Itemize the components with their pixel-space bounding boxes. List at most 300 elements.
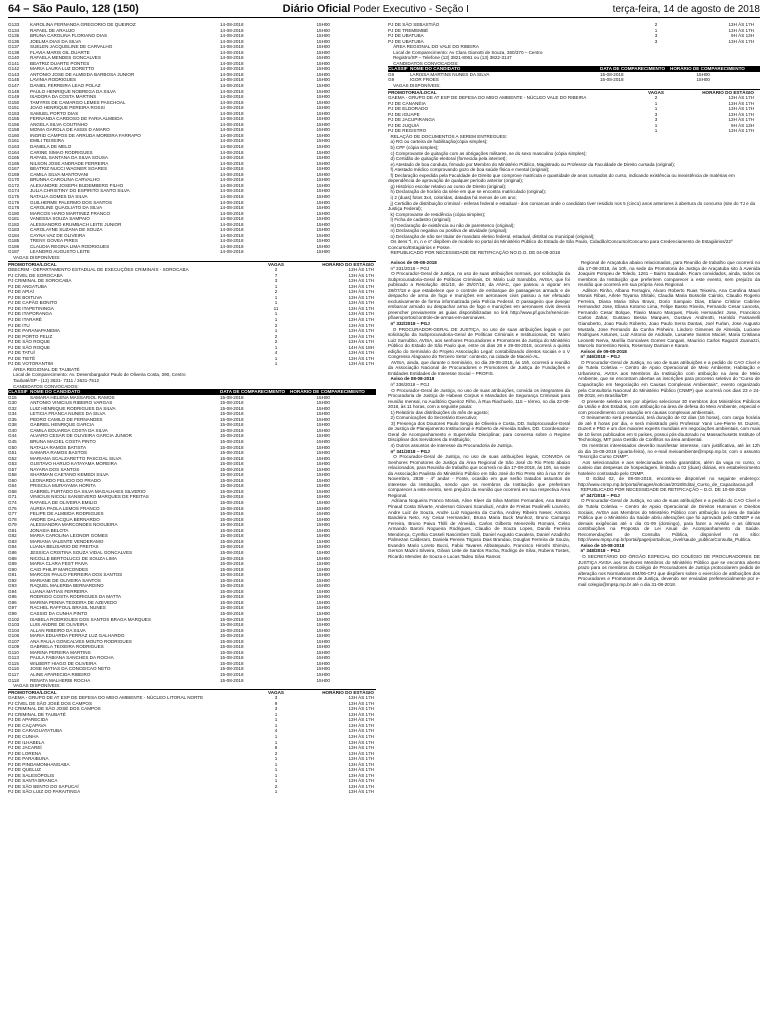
region-info-line: Registro/SP – Telefone (13) 3821-8061 ou (13) 3822-3147 (388, 55, 512, 61)
time-cell: 15H00 (316, 610, 330, 616)
location-cell: PJ DE JACAREÍ (8, 745, 42, 751)
schedule-cell: 13H ÀS 17H (348, 783, 374, 789)
document-item: m) Declaração de existência ou não de parentesco (original); (388, 222, 515, 228)
aviso-paragraph: AVISA, ainda, que durante o Seminário, no dia 29-08-2018, às 15h, ocorrerá a reunião da Associação Nacional de Procuradores e Promotores de Justiça de Fundações e Entidades Entidades de Interesse Social – PROFIS. (388, 359, 570, 376)
date-cell: 14-08-2018 (220, 249, 244, 255)
schedule-cell: 13H ÀS 17H (728, 27, 754, 33)
time-cell: 15H00 (696, 77, 710, 83)
time-cell: 15H00 (316, 472, 330, 478)
time-cell: HORÁRIO DE COMPARECIMENTO (290, 389, 365, 395)
aviso-paragraph: Avisos de 09-08-2018 (578, 348, 627, 354)
aviso-paragraph: O PROCURADOR-GERAL DE JUSTIÇA, no uso de suas atribuições legais e por solicitação da Subprocuradoria-Geral de Políticas Criminais e Institucionais, Dr. Mário Luiz Sarrubbo, AVISA, aos senhores Procuradores e Promotores de Justiça do Ministério Público do Estado de São Paulo que, entre os dias 28 e 29-08-2018, ocorrerá a quinta edição do Seminário do Projeto Associação Legal: contabilizando direitos sociais e o V Congresso Alagoano do Terceiro Setor: contexto, na cidade de Maceió-AL. (388, 326, 570, 360)
time-cell: 15H00 (316, 422, 330, 428)
candidate-name-cell: CAIO PHILIP MARCONDES (30, 566, 89, 572)
time-cell: 15H00 (316, 171, 330, 177)
classif-cell: G164 (8, 149, 20, 155)
date-cell: 15-08-2018 (220, 610, 244, 616)
schedule-cell: 13H ÀS 17H (348, 734, 374, 739)
aviso-paragraph: nº 332/2018 – PGJ (388, 320, 430, 326)
date-cell: 15-08-2018 (600, 71, 624, 77)
time-cell: 15H00 (316, 561, 330, 567)
classif-cell: G149 (8, 94, 20, 100)
vacancies-cell: 2 (654, 22, 658, 27)
candidate-name-cell: GUILHERME PALERMO DOS SANTOS (30, 199, 113, 205)
classif-cell: G9 (388, 77, 395, 83)
candidate-name-cell: ANTONIO VINICIUS RIBEIRO VARGAS (30, 400, 113, 406)
date-cell: 15-08-2018 (220, 555, 244, 561)
vacancies-cell: 2 (274, 322, 278, 328)
aviso-paragraph: Aos selecionados e aos selecionadas serão garantidos, além da vaga no curso, o custeio das despesas de hospedagem, limitada a 02 (duas) diárias, em estabelecimento hoteleiro contratado pelo CNMP. (578, 459, 760, 476)
schedule-cell: 13H ÀS 17H (348, 695, 374, 701)
time-cell: 15H00 (316, 210, 330, 216)
classif-cell: G45 (8, 439, 17, 445)
schedule-cell: 9H ÀS 13H (731, 33, 754, 39)
candidate-name-cell: SAMUEL PORTO DIAS (30, 110, 79, 116)
document-item: a) RG ou carteira de habilitação(cópia simples); (388, 139, 488, 145)
date-cell: DATA DE COMPARECIMENTO (220, 389, 286, 395)
time-cell: 15H00 (316, 444, 330, 450)
date-cell: 15-08-2018 (220, 505, 244, 511)
schedule-cell: 13H ÀS 17H (348, 700, 374, 706)
location-cell: PJ DE BOITUVA (8, 294, 43, 300)
date-cell: 15-08-2018 (220, 544, 244, 550)
candidate-name-cell: TAMYRIS DE CAMARGO LEMES PASCHOAL (30, 99, 126, 105)
candidate-name-cell: PAULO HENRIQUE NOBREGA DA SILVA (30, 88, 116, 94)
date-cell: 14-08-2018 (220, 221, 244, 227)
vagas-label: VAGAS DISPONÍVEIS: (8, 683, 61, 689)
candidate-name-cell: RAFAELA MENDES GONCALVES (30, 55, 101, 61)
date-cell: 14-08-2018 (220, 155, 244, 161)
date-cell: 14-08-2018 (220, 33, 244, 39)
location-cell: PJ DE ITU (8, 322, 30, 328)
candidate-name-cell: SUELEN JACQUELINE DE CARVALHO (30, 44, 113, 50)
document-item: l) Ficha de cadastro (original); (388, 217, 452, 223)
vagas-label: VAGAS DISPONÍVEIS: (388, 83, 441, 89)
right-column (388, 22, 760, 1020)
date-cell: 15-08-2018 (220, 400, 244, 406)
location-cell: PJ CÍVEL DE SOROCABA (8, 272, 63, 278)
aviso-paragraph: O treinamento será presencial, terá duração de 02 dias (16 horas), com carga horária de até 8 horas por dia, e será ministrado pelo Professor Yann Lee-Pierre M. Duzert, Duzert e PhD e um dos maiores experts mundiais em negociações ambientais, com mais de 10 livros publicados em 5 países, possui pós-doutorado no Massachusetts Institute of Technology, MIT para Gestão de Conflitos na área ambiental. (578, 415, 760, 443)
time-cell: 15H00 (316, 243, 330, 249)
date-cell: 15-08-2018 (220, 500, 244, 506)
candidate-name-cell: JULIA CHRISTINY DO ESPIRITO SANTO SILVA (30, 188, 130, 194)
location-cell: PJ DE SÃO ROQUE (8, 339, 51, 345)
schedule-cell: 13H ÀS 17H (728, 106, 754, 112)
classif-cell: G106 (8, 633, 20, 639)
classif-cell: G86 (8, 549, 17, 555)
schedule-cell: 13H ÀS 17H (348, 300, 374, 306)
candidate-name-cell: CAYNA VAZ DE OLIVEIRA (30, 232, 86, 238)
date-cell: 14-08-2018 (220, 110, 244, 116)
time-cell: 15H00 (316, 199, 330, 205)
location-cell: PJ DE JACUPIRANGA (388, 117, 435, 123)
time-cell: 15H00 (316, 88, 330, 94)
classif-cell: G88 (8, 555, 17, 561)
time-cell: 15H00 (316, 450, 330, 456)
vacancies-cell: 2 (274, 267, 278, 273)
candidate-row (8, 678, 376, 684)
publication-date: terça-feira, 14 de agosto de 2018 (612, 4, 760, 15)
date-cell: 14-08-2018 (220, 55, 244, 61)
vacancies-cell: 9 (274, 700, 278, 706)
candidate-name-cell: BEATRIZ NUCCI WAGNER SOARES (30, 166, 108, 172)
vacancies-cell: 2 (274, 339, 278, 345)
classif-cell: G103 (8, 622, 20, 628)
classif-cell: G136 (8, 38, 20, 44)
time-cell: 15H00 (316, 83, 330, 89)
document-item: f) Atestado médico comprovando gozo de boa saúde física e mental (original); (388, 167, 550, 173)
classif-cell: G95 (8, 594, 17, 600)
location-cell: PJ DE TATUÍ (8, 350, 35, 356)
candidate-name-cell: RAFAEL SANTANA DA SILVA SOUSA (30, 155, 108, 161)
region-info-line: ÁREA REGIONAL DE TAUBATÉ (8, 366, 80, 372)
vacancies-cell: 11 (273, 305, 279, 311)
candidate-name-cell: ALINE APARECIDA RIBEIRO (30, 671, 91, 677)
candidate-name-cell: NATALIA GOMES DA SILVA (30, 193, 88, 199)
location-cell: PROMOTORIA/LOCAL (8, 689, 57, 695)
aviso-paragraph: 3) Presença dos Doutores Paulo Sergio de Oliveira e Costa, DD. Subprocurador-Geral de Justiça de Planejamento Institucional e Roberto de Almeida Salles, DD. Coordenador-Geral de Acompanhamento e Supervisão Disciplinar, para conversa sobre o Regime Disciplinar dos Servidores da Instituição; (388, 420, 570, 443)
time-cell: 15H00 (316, 583, 330, 589)
date-cell: 15-08-2018 (220, 416, 244, 422)
schedule-cell: 13H ÀS 17H (348, 767, 374, 773)
classif-cell: G44 (8, 433, 17, 439)
date-cell: 14-08-2018 (220, 38, 244, 44)
time-cell: 15H00 (316, 221, 330, 227)
vacancies-cell: 4 (274, 728, 278, 734)
location-cell: PJ DE PARANAPANEMA (8, 328, 60, 334)
classif-cell: G97 (8, 605, 17, 611)
vacancies-cell: 1 (274, 355, 278, 361)
date-cell: 15-08-2018 (220, 516, 244, 522)
classif-cell: G135 (8, 33, 20, 39)
date-cell: 15-08-2018 (220, 461, 244, 467)
document-item: b) CPF (cópia simples); (388, 145, 439, 151)
document-item: j) Certidão de distribuição criminal - esferas federal e estadual - dos comarcas onde o candidato tiver residido nos 5 (cinco) anos anteriores à abertura do concurso (site do TJ e da Justiça Federal); (388, 200, 756, 212)
avisos-columns (388, 260, 760, 587)
schedule-cell: 9H ÀS 13H (731, 122, 754, 128)
schedule-cell: 13H ÀS 17H (348, 789, 374, 795)
classif-cell: G51 (8, 450, 17, 456)
aviso-paragraph: nº 341/2018 – PGJ (388, 448, 430, 454)
candidate-name-cell: JOSE MATIAS DA CONCEICAO NETO (30, 666, 111, 672)
candidate-name-cell: BRUNNA CAROLINA CARVALHO (30, 177, 100, 183)
candidate-name-cell: LEANDRO AUGUSTO LEITE (30, 249, 90, 255)
date-cell: 15-08-2018 (220, 522, 244, 528)
document-item: REPUBLICADO POR NECESSIDADE DE RETIFICAÇÃO NO D.O. DE 04-08-2018 (388, 250, 561, 256)
date-cell: 15-08-2018 (220, 588, 244, 594)
classif-cell: G161 (8, 138, 20, 144)
time-cell: 15H00 (316, 594, 330, 600)
time-cell: 15H00 (316, 405, 330, 411)
date-cell: 15-08-2018 (220, 439, 244, 445)
date-cell: 14-08-2018 (220, 160, 244, 166)
time-cell: 15H00 (316, 666, 330, 672)
date-cell: 15-08-2018 (220, 488, 244, 494)
candidate-name-cell: CAROLAYNE SUZANA DE SOUZA (30, 227, 103, 233)
region-info-line: Local de Comparecimento: Av. Desembargador Paulo de Oliveira Costa, 390, Centro (8, 372, 186, 378)
vacancies-cell: 1 (274, 739, 278, 745)
schedule-cell: 13H ÀS 17H (348, 283, 374, 289)
candidate-name-cell: FELIPE DE ALMEIDA RODRIGUES (30, 511, 104, 517)
location-cell: GAEMA - GRUPO DE AT ESP DE DEFESA DO MEIO AMBIENTE - NÚCLEO VALE DO RIBEIRA (388, 95, 587, 101)
vacancies-cell: 1 (274, 767, 278, 773)
classif-cell: G156 (8, 121, 20, 127)
location-cell: PJ DE TREMEMBÉ (388, 27, 429, 33)
candidate-name-cell: LUANA MATIAS FERREIRA (30, 588, 88, 594)
time-cell: 15H00 (316, 644, 330, 650)
time-cell: 15H00 (316, 660, 330, 666)
time-cell: 15H00 (316, 633, 330, 639)
aviso-paragraph: Aviso de 08-08-2018 (388, 376, 435, 382)
vacancies-cell: 9 (274, 745, 278, 751)
vacancies-cell: 1 (274, 772, 278, 778)
time-cell: 15H00 (316, 121, 330, 127)
location-cell: PJ DE ELDORADO (388, 106, 429, 112)
date-cell: 14-08-2018 (220, 49, 244, 55)
date-cell: 14-08-2018 (220, 94, 244, 100)
date-cell: 14-08-2018 (220, 132, 244, 138)
date-cell: 15-08-2018 (220, 455, 244, 461)
location-cell: PJ CRIMINAL DE SÃO JOSÉ DOS CAMPOS (8, 706, 101, 712)
date-cell: 15-08-2018 (220, 660, 244, 666)
date-cell: 15-08-2018 (220, 483, 244, 489)
location-cell: PJ DE ANGATUBA (8, 283, 47, 289)
location-cell: PJ DE CANANÉIA (388, 100, 426, 106)
time-cell: 15H00 (316, 66, 330, 72)
schedule-cell: 13H ÀS 17H (348, 361, 374, 367)
schedule-cell: 13H ÀS 17H (728, 100, 754, 106)
vacancies-cell: 1 (274, 789, 278, 795)
candidate-name-cell: SAMARA HELENA MASSARIOL RAMOS (30, 394, 115, 400)
time-cell: 15H00 (316, 599, 330, 605)
location-cell: PJ DE LORENA (8, 750, 42, 756)
document-item: Os itens "l, m, n e o" dispõem de modelo no portal do Ministério Público do Estado de São Paulo, Cidadão/Concurso/Concurso para Credenciamento de Estagiários/22º Concurso/Estagiários e Posse. (388, 239, 733, 250)
schedule-cell: 13H ÀS 17H (348, 311, 374, 317)
schedule-cell: 13H ÀS 17H (728, 117, 754, 123)
time-cell: 15H00 (316, 477, 330, 483)
time-cell: 15H00 (316, 555, 330, 561)
vacancies-cell: 1 (654, 122, 658, 128)
classif-cell: G167 (8, 166, 20, 172)
candidate-name-cell: BRUNA CAROLINA FLORIANO DIAS (30, 33, 108, 39)
date-cell: 14-08-2018 (220, 105, 244, 111)
candidate-name-cell: DANIEL FERREIRA LEAO POLAZ (30, 83, 101, 89)
classif-cell: G76 (8, 505, 17, 511)
classif-cell: G94 (8, 588, 17, 594)
schedule-cell: 13H ÀS 17H (728, 95, 754, 101)
schedule-cell: 13H ÀS 17H (728, 128, 754, 134)
location-cell: PJ DE APARECIDA (8, 717, 49, 723)
candidate-name-cell: JONASIA BELOTA (30, 527, 69, 533)
aviso-paragraph: nº 348/2018 – PGJ (578, 548, 620, 554)
aviso-paragraph: 4) Outros assuntos de interesse da Procuradoria de Justiça. (388, 443, 513, 449)
time-cell: 15H00 (316, 622, 330, 628)
date-cell: 14-08-2018 (220, 171, 244, 177)
aviso-paragraph: nº 346/2018 – PGJ (578, 354, 620, 360)
document-item: e) Atestado de boa conduta, firmado por Membro do Ministério Público, Magistrado ou Professor da Faculdade de Direito cursada (original); (388, 161, 676, 167)
aviso-paragraph: Adriana Nogueira Franco Morais, Aline Kleer da Silva Martins Fernandes, Ana Beatriz Pinaud Costa Silvarte, Anderson Giovani Scandiuzi, Andre de Freitas Paolinelli Loureiro, Andre Luiz de Souza, Andre Luiz Nogueira da Cunha, Andrey Ribeiro Neser, Antonio Bandeira Neto, Ary Cesar Hernandez, Bruna Maria Buck Munhoz, Bruno Camargo Ferreira, Bruno Paiva Thilli de Almeida, Carlos Gilberto Menezello Romani, Celso Armando Baroni Nogueira Rodrigues, Claudio de Souza Lopes, Danilo Ferreira Mendonça, Cynthia Cosseli Nascimben Galli, Daniel Augusto Cavalera, Daniel Azadinho Palmezan Calderaro, Daniela Pereira Trigoso Dias Brandao, Douglas Ferreira de Souza, Evandro Mario Loreto Bucci, Fabio Tavares Abbatepaulo, Francisco Hiroshi Shimizu, Gerson Mazini Silveira, Gilvan Leite de Santos Rocha, Rodrigo de Silva, Rubens Tostes, Ricardo Mendes de Souza e Lucas Tadeu Silva Ramos. (388, 498, 570, 559)
vacancies-cell: 7 (274, 272, 278, 278)
vacancies-cell: 1 (274, 761, 278, 767)
vacancies-cell: 3 (274, 278, 278, 284)
date-cell: 15-08-2018 (220, 394, 244, 400)
location-cell: PJ DE TIETÊ (8, 355, 36, 361)
classif-cell: G175 (8, 193, 20, 199)
schedule-cell: 13H ÀS 17H (728, 22, 754, 27)
date-cell: 14-08-2018 (220, 99, 244, 105)
candidate-name-cell: FLAVIA MARIS GIL DUARTE (30, 49, 90, 55)
classif-cell: G109 (8, 644, 20, 650)
time-cell: 15H00 (316, 427, 330, 433)
aviso-paragraph: REPUBLICADO POR NECESSIDADE DE RETIFICAÇÃO – D.O. DE 10-08-2018 (578, 487, 746, 493)
date-cell: 15-08-2018 (220, 433, 244, 439)
date-cell: 15-08-2018 (220, 466, 244, 472)
time-cell: 15H00 (316, 216, 330, 222)
candidate-name-cell: BEATRIZ DUARTE PONTES (30, 60, 90, 66)
time-cell: 15H00 (316, 166, 330, 172)
vagas-label: VAGAS DISPONÍVEIS: (8, 254, 61, 260)
classif-cell: G79 (8, 522, 17, 528)
candidate-name-cell: LUANA BELISARIO DE FREITAS (30, 544, 99, 550)
date-cell: 14-08-2018 (220, 60, 244, 66)
date-cell: 15-08-2018 (220, 549, 244, 555)
classif-cell: G82 (8, 533, 17, 539)
candidate-name-cell: NATALIA RAMOS BATISTA (30, 444, 87, 450)
time-cell: 15H00 (316, 439, 330, 445)
time-cell: 15H00 (316, 60, 330, 66)
aviso-paragraph: nº 336/2018 – PGJ (388, 382, 430, 387)
schedule-cell: 13H ÀS 17H (348, 294, 374, 300)
classif-cell: G174 (8, 188, 20, 194)
classif-cell: G165 (8, 155, 20, 161)
location-cell: PJ DE UBATUBA (388, 38, 424, 44)
location-cell: PJ DE VOTORANTIM (8, 361, 53, 367)
time-cell: 15H00 (316, 77, 330, 83)
time-cell: 15H00 (316, 461, 330, 467)
vacancies-cell: 3 (274, 695, 278, 701)
date-cell: 14-08-2018 (220, 66, 244, 72)
classif-cell: G99 (8, 610, 17, 616)
classif-cell: G166 (8, 160, 20, 166)
candidate-name-cell: MARIANA SCALZARETTO PASCOAL SILVA (30, 455, 122, 461)
classif-cell: G58 (8, 472, 17, 478)
candidate-name-cell: CAMILA EDUARDA COSTA DA SILVA (30, 427, 108, 433)
classif-cell: G38 (8, 422, 17, 428)
location-cell: PJ DE CAPÃO BONITO (8, 300, 58, 306)
classif-cell: G172 (8, 182, 20, 188)
vacancies-cell: VAGAS (268, 689, 284, 695)
date-cell: 14-08-2018 (220, 71, 244, 77)
aviso-paragraph: nº 347/2018 – PGJ (578, 492, 620, 498)
classif-cell: G50 (8, 444, 17, 450)
classif-cell: G183 (8, 227, 20, 233)
aviso-paragraph: O Procurador-Geral de Justiça, no uso de suas atribuições e a pedido do CAO Cível e de Tutela Coletiva – Centro de Apoio Operacional de Meio Ambiente, Habitação e Urbanismo, AVISA aos Membros da Instituição com atribuição na área de Meio Ambiente, que se encontram abertas as inscrições para processo seletivo do "Curso de Capacitação em Negociação em Causas Complexas Ambientais", evento organizado pela Consultoria Nacional do Ministério Público (CNMP) que ocorrerá nos dias 23 e 24-08-2018, em Brasília/DF. (578, 359, 760, 399)
classif-cell: G102 (8, 616, 20, 622)
location-cell: PJ CÍVEL DE SÃO JOSÉ DOS CAMPOS (8, 700, 93, 706)
vacancies-cell: 3 (654, 38, 658, 44)
date-cell: 15-08-2018 (220, 644, 244, 650)
date-cell: 14-08-2018 (220, 238, 244, 244)
date-cell: 15-08-2018 (220, 472, 244, 478)
time-cell: 15H00 (316, 616, 330, 622)
candidate-name-cell: IGOR FROES (410, 77, 439, 83)
location-cell: DEECRIM - DEPARTAMENTO ESTADUAL DE EXECUÇÕES CRIMINAIS - SOROCABA (8, 267, 189, 273)
location-cell: PJ DE SÃO BENTO DO SAPUCAÍ (8, 783, 79, 789)
classif-cell: G53 (8, 461, 17, 467)
candidate-name-cell: GUSTAVO HARUO KATAYAMA MOREIRA (30, 461, 118, 467)
classif-cell: G110 (8, 649, 19, 655)
classif-cell: G104 (8, 627, 20, 633)
time-cell: 15H00 (316, 182, 330, 188)
classif-cell: G6 (388, 71, 395, 77)
classif-cell: G74 (8, 500, 17, 506)
aviso-paragraph: O Procurador-Geral de Justiça, no uso de suas atribuições e a pedido do CAO Cível e de Tutela Coletiva – Centro de Apoio Operacional de Direitos Humanos e Direitos Sociais, AVISA aos Membros do Ministério Público com atribuição na área de Saúde Pública que o Ministério da Saúde abriu alterações que foi aprovado pelo GENEP e as demais exigências até o dia 01-09 (domingo), para fazer a revisão e as últimas contribuições na Proposta de Lei Anual de Acompanhamento da Saúde. Recomendações de Consulta Pública, disponível no sítio: http://www.mpsp.mp.br/portal/page/portal/cao_civel/saude_publica/Consulta_Publica. (578, 498, 760, 543)
candidate-name-cell: MARIA CAROLINA LEONOR GOMES (30, 533, 108, 539)
classif-cell: G118 (8, 677, 19, 683)
location-cell: PJ DE SÃO LUIZ DO PARAITINGA (8, 789, 81, 795)
candidate-name-cell: CAMILA SILVA MANTOVANI (30, 171, 89, 177)
date-cell: 15-08-2018 (220, 561, 244, 567)
date-cell: 15-08-2018 (220, 538, 244, 544)
aviso-paragraph: 1) Relatório das distribuições do mês de agosto; (388, 409, 489, 415)
date-cell: 14-08-2018 (220, 144, 244, 150)
time-cell: 15H00 (316, 232, 330, 238)
time-cell: 15H00 (316, 144, 330, 150)
date-cell: 14-08-2018 (220, 22, 244, 27)
classif-cell: G116 (8, 666, 19, 672)
time-cell: 15H00 (316, 533, 330, 539)
candidate-name-cell: ALEXANDRE JOSEPH BUDEMBERG FILHO (30, 182, 124, 188)
vacancies-cell: VAGAS (268, 261, 284, 267)
location-cell: PJ DE ITAPETININGA (8, 305, 54, 311)
classif-cell: G35 (8, 416, 17, 422)
vacancies-cell: 1 (274, 778, 278, 784)
date-cell: 14-08-2018 (220, 138, 244, 144)
time-cell: 15H00 (696, 71, 710, 77)
candidate-name-cell: GABRIEL HENRIQUE GARCIA (30, 422, 95, 428)
candidate-name-cell: MARIA EDUARDA FERRAZ LUZ GALHARDO (30, 633, 125, 639)
date-cell: 14-08-2018 (220, 116, 244, 122)
candidate-name-cell: RENATA MALHERBI ROCHA (30, 677, 91, 683)
time-cell: 15H00 (316, 188, 330, 194)
classif-cell: G137 (8, 44, 20, 50)
candidate-name-cell: LUIS ANDRE DE OLIVEIRA (30, 622, 88, 628)
time-cell: 15H00 (316, 177, 330, 183)
time-cell: 15H00 (316, 627, 330, 633)
classif-cell: G30 (8, 400, 17, 406)
candidate-row (8, 249, 376, 255)
documents-list (388, 134, 760, 256)
date-cell: 15-08-2018 (220, 444, 244, 450)
document-item: c) Comprovante de quitação com as obrigações militares, se do sexo masculino (cópia simples); (388, 150, 587, 156)
candidate-name-cell: TRENY GOVEA PIRES (30, 238, 78, 244)
classif-cell: G180 (8, 210, 20, 216)
candidate-name-cell: RAQUEL MALERBA BERNARDINO (30, 583, 104, 589)
classif-cell: G91 (8, 572, 17, 578)
date-cell: 15-08-2018 (220, 622, 244, 628)
date-cell: 15-08-2018 (220, 511, 244, 517)
date-cell: 14-08-2018 (220, 199, 244, 205)
aviso-paragraph: Os membros interessados deverão manifestar interesse, com justificativa, até às 12h do dia 15-08-2018 (quarta-feira), no e-mail meioambiente@mpsp.mp.br, com o assunto "Inscrição Curso CNMP". (578, 443, 760, 460)
time-cell: 15H00 (316, 116, 330, 122)
time-cell: 15H00 (316, 500, 330, 506)
classif-cell: G140 (8, 55, 20, 61)
date-cell: 15-08-2018 (220, 427, 244, 433)
time-cell: 15H00 (316, 71, 330, 77)
vacancies-cell: 1 (274, 734, 278, 739)
time-cell: 15H00 (316, 677, 330, 683)
document-item: n) Declaração negativa ou positiva de atividade (original); (388, 228, 508, 234)
